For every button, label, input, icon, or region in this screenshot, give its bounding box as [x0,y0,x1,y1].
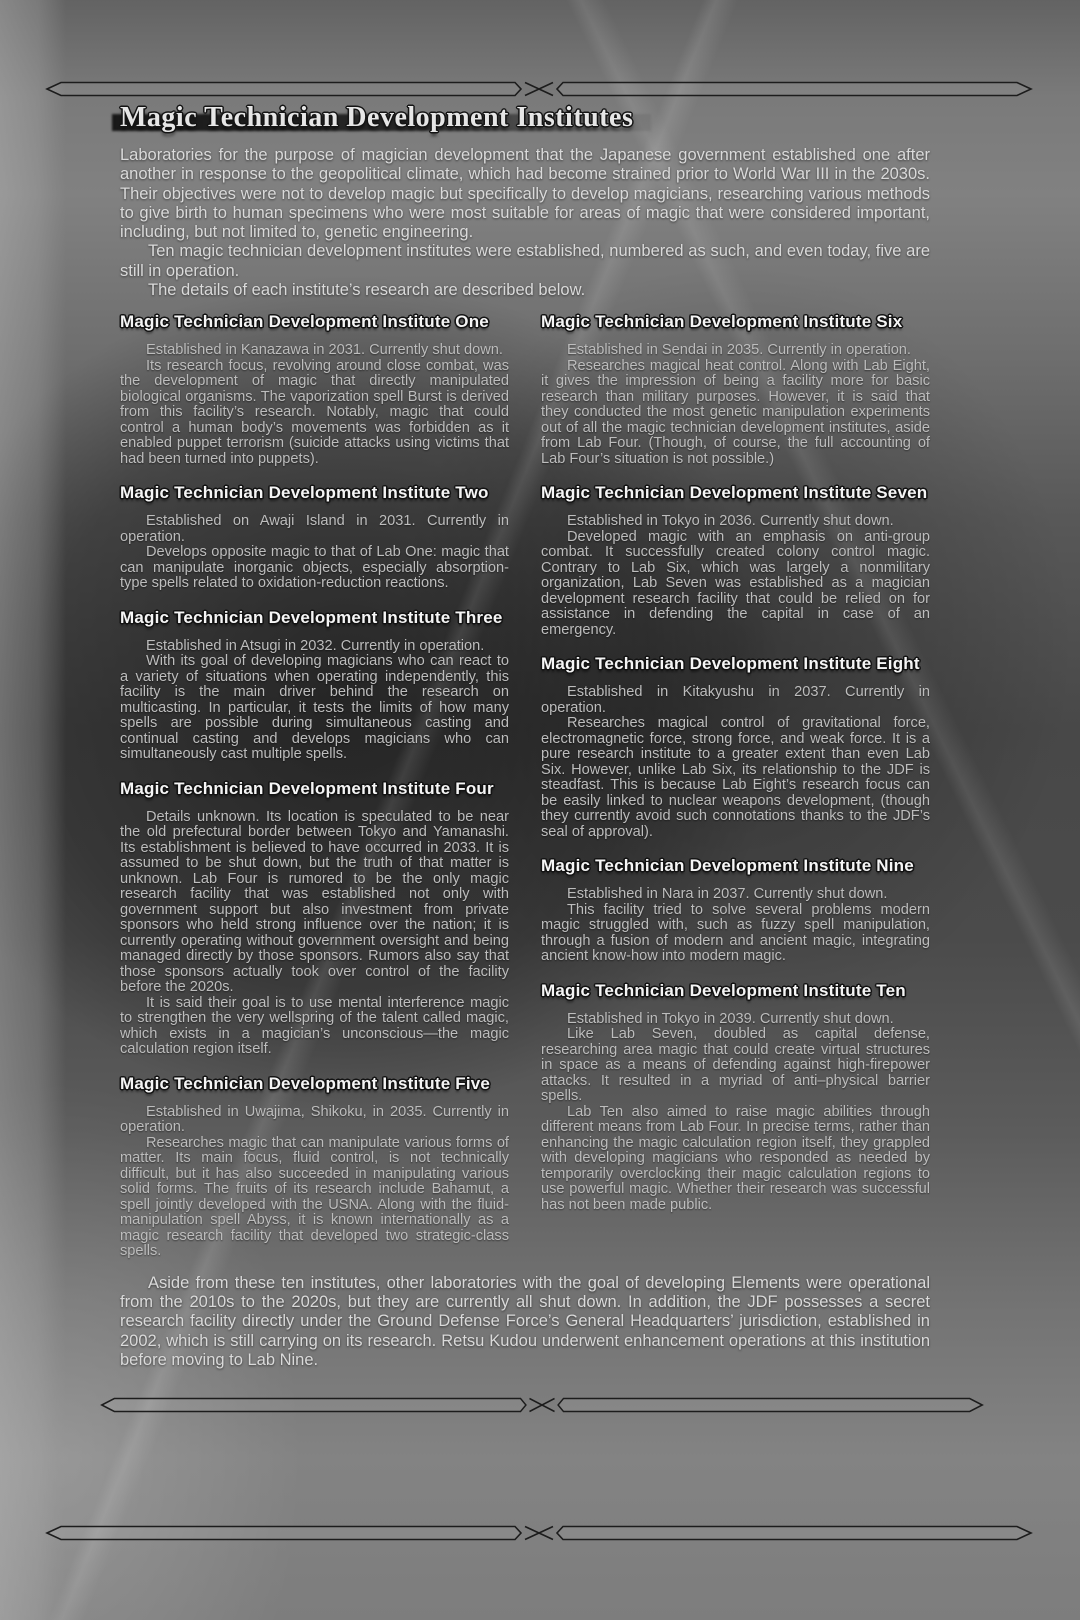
section-paragraph: Established in Atsugi in 2032. Currently in operation. [146,637,485,654]
section-paragraph: Researches magical control of gravitational force, electromagnetic force, strong force, and weak force. It is a pure research institute to a greater extent than even Lab Six. However, unlike Lab Six, its relationship to the JDF is steadfast. This is because Lab Eight’s research focus can be easily linked to nuclear weapons development, (though they currently avoid such connotations thanks to the JDF’s seal of approval). [541,715,930,840]
section-paragraph: Researches magic that can manipulate various forms of matter. Its main focus, fluid control, is not technically difficult, but it has also succeeded in manipulating various solid forms. The fruits of its research include Bahamut, a spell jointly developed with the USNA. Along with the fluid-manipulation spell Abyss, it is known internationally as a magic research facility that developed two strategic-class spells. [120,1134,509,1260]
two-column-layout [120,310,930,1260]
section-heading: Magic Technician Development Institute Four [120,778,494,798]
section-institute-nine [541,856,930,965]
section-institute-two [120,483,509,592]
section-paragraph: With its goal of developing magicians who can react to a variety of situations when operating independently, this facility is the main driver behind the research on multicasting. In particular, it tests the limits of how many spells are possible during simultaneous casting and continual casting and develops magicians who can simultaneously cast multiple spells. [120,653,509,763]
section-institute-seven [541,483,930,638]
page-title: Magic Technician Development Institutes [120,102,634,133]
section-heading: Magic Technician Development Institute Three [120,607,503,627]
intro-paragraph: The details of each institute’s research are described below. [148,281,586,300]
section-institute-six [541,312,930,467]
section-paragraph: It is said their goal is to use mental interference magic to strengthen the very wellspring of the talent called magic, which exists in a magician’s unconscious—the magic calculation region itself. [120,994,509,1058]
section-institute-one [120,312,509,467]
section-heading: Magic Technician Development Institute Nine [541,856,914,876]
section-institute-ten [541,981,930,1214]
section-paragraph: Established in Tokyo in 2036. Currently shut down. [567,513,894,530]
section-paragraph: Established in Tokyo in 2039. Currently shut down. [567,1010,894,1027]
intro-paragraph: Ten magic technician development institutes were established, numbered as such, and even today, five are still in operation. [120,242,930,280]
section-paragraph: Like Lab Seven, doubled as capital defense, researching area magic that could create virtual structures in space as a means of defending against high-firepower attacks. It resulted in a myriad of anti–physical barrier spells. [541,1026,930,1105]
outro-paragraph: Aside from these ten institutes, other laboratories with the goal of developing Elements were operational from the 2010s to the 2020s, but they are currently all shut down. In addition, the JDF possesses a secret research facility directly under the Ground Defense Force’s General Headquarters’ jurisdiction, established in 2002, which is still carrying on its research. Retsu Kudou underwent enhancement operations at this institution before moving to Lab Nine. [120,1273,930,1370]
section-paragraph: Its research focus, revolving around close combat, was the development of magic that directly manipulated biological organisms. The vaporization spell Burst is derived from this facility’s research. Notably, magic that could control a human body’s movements was forbidden as it enabled puppet terrorism (suicide attacks using victims that had been turned into puppets). [120,357,509,467]
section-paragraph: Developed magic with an emphasis on anti-group combat. It successfully created colony control magic. Contrary to Lab Six, which was largely a nonmilitary organization, Lab Seven was established as a magician development research facility that could be relied on for assistance in defending the capital in case of an emergency. [541,528,930,638]
section-paragraph: Develops opposite magic to that of Lab One: magic that can manipulate inorganic objects, especially absorption-type spells related to oxidation-reduction reactions. [120,544,509,592]
section-paragraph: Established in Nara in 2037. Currently shut down. [567,886,888,903]
section-paragraph: Researches magical heat control. Along with Lab Eight, it gives the impression of being a facility more for basic research than military purposes. However, it is said that they conducted the most genetic manipulation experiments out of all the magic technician development institutes, aside from Lab Four. (Though, of course, the full accounting of Lab Four’s situation is not possible.) [541,357,930,467]
section-paragraph: Established in Uwajima, Shikoku, in 2035. Currently in operation. [120,1103,509,1136]
section-heading: Magic Technician Development Institute Five [120,1073,491,1093]
section-heading: Magic Technician Development Institute Eight [541,654,920,674]
section-heading: Magic Technician Development Institute Ten [541,980,906,1000]
section-paragraph: Details unknown. Its location is speculated to be near the old prefectural border between Tokyo and Yamanashi. Its establishment is believed to have occurred in 2033. It is assumed to be shut down, but the truth of that matter is unknown. Lab Four is rumored to be the only magic research facility that was established not only with government support but also investment from private sponsors who held strong influence over the nation; it is currently operating without government oversight and being managed directly by those sponsors. Rumors also say that those sponsors actually took over control of the facility before the 2020s. [120,808,509,996]
section-paragraph: Established in Kitakyushu in 2037. Currently in operation. [541,684,930,716]
section-institute-four [120,779,509,1058]
ornamental-divider-middle [100,1396,984,1414]
section-paragraph: Established in Kanazawa in 2031. Currently shut down. [146,342,503,359]
left-column [120,310,509,1260]
section-heading: Magic Technician Development Institute Seven [541,483,928,503]
divider-ornament [100,1396,984,1414]
right-column [541,310,930,1260]
section-institute-eight [541,654,930,840]
divider-x-motif [525,1527,553,1540]
section-heading: Magic Technician Development Institute Six [541,312,903,332]
section-paragraph: This facility tried to solve several problems modern magic struggled with, such as fuzzy spell manipulation, through a fusion of modern and ancient magic, integrating ancient know-how into modern magic. [541,901,930,965]
section-institute-three [120,608,509,763]
divider-ornament [45,1524,1033,1542]
intro-paragraph: Laboratories for the purpose of magician development that the Japanese government established one after another in response to the geopolitical climate, which had become strained prior to World War III in the 2030s. Their objectives were not to develop magic but specifically to develop magicians, researching various methods to give birth to human specimens who were most suitable for areas of magic that were considered important, including, but not limited to, genetic engineering. [120,146,930,242]
section-paragraph: Established on Awaji Island in 2031. Currently in operation. [120,513,509,545]
section-heading: Magic Technician Development Institute Two [120,483,489,503]
section-paragraph: Lab Ten also aimed to raise magic abilities through different means from Lab Four. In precise terms, rather than enhancing the magic calculation region itself, they grappled with developing magicians who responded as needed by temporarily overclocking their magic calculation regions to use powerful magic. Whether their research was successful has not been made public. [541,1103,930,1213]
section-paragraph: Established in Sendai in 2035. Currently in operation. [567,342,911,359]
ornamental-divider-bottom [45,1524,1033,1542]
divider-x-motif [529,1399,554,1412]
section-institute-five [120,1074,509,1260]
section-heading: Magic Technician Development Institute One [120,312,489,332]
